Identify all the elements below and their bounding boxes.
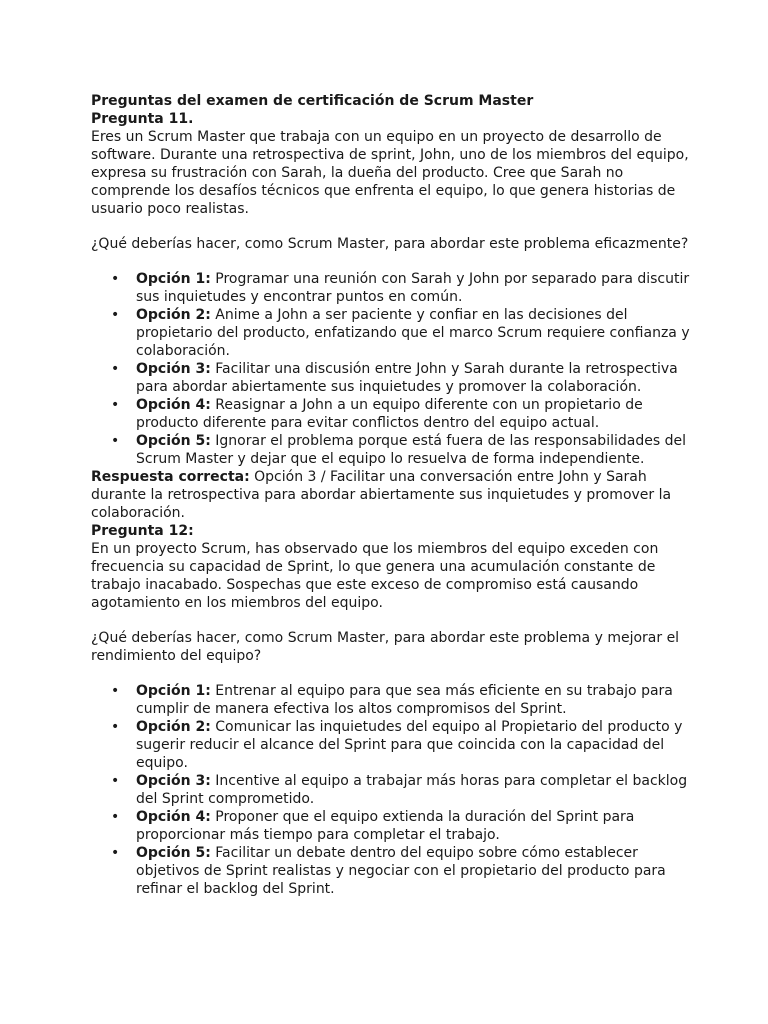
option-item — [91, 396, 691, 432]
options-list — [91, 682, 691, 898]
option-label: Opción 1: — [136, 271, 211, 287]
bullet-icon: • — [111, 361, 120, 377]
option-item — [91, 808, 691, 844]
option-item — [91, 432, 691, 468]
question-11 — [91, 110, 691, 522]
option-item — [91, 844, 691, 898]
question-heading: Pregunta 11. — [91, 111, 194, 127]
option-label: Opción 3: — [136, 361, 211, 377]
option-text: Proponer que el equipo extienda la duración del Sprint para proporcionar más tiempo para completar el trabajo. — [136, 809, 635, 843]
bullet-icon: • — [111, 719, 120, 735]
question-scenario: En un proyecto Scrum, has observado que los miembros del equipo exceden con frecuencia su capacidad de Sprint, lo que genera una acumulación constante de trabajo inacabado. Sospechas que este exceso de compromiso está causando agotamiento en los miembros del equipo. — [91, 541, 659, 611]
option-label: Opción 4: — [136, 809, 211, 825]
option-text: Entrenar al equipo para que sea más eficiente en su trabajo para cumplir de manera efectiva los altos compromisos del Sprint. — [136, 683, 673, 717]
bullet-icon: • — [111, 845, 120, 861]
option-label: Opción 2: — [136, 307, 211, 323]
option-label: Opción 5: — [136, 845, 211, 861]
option-item — [91, 718, 691, 772]
option-item — [91, 306, 691, 360]
bullet-icon: • — [111, 809, 120, 825]
option-label: Opción 3: — [136, 773, 211, 789]
question-12 — [91, 522, 691, 898]
bullet-icon: • — [111, 271, 120, 287]
option-text: Reasignar a John a un equipo diferente con un propietario de producto diferente para evitar conflictos dentro del equipo actual. — [136, 397, 643, 431]
option-label: Opción 5: — [136, 433, 211, 449]
option-label: Opción 4: — [136, 397, 211, 413]
question-heading: Pregunta 12: — [91, 523, 194, 539]
option-item — [91, 682, 691, 718]
bullet-icon: • — [111, 307, 120, 323]
options-list — [91, 270, 691, 468]
question-scenario: Eres un Scrum Master que trabaja con un equipo en un proyecto de desarrollo de software. Durante una retrospectiva de sprint, John, uno de los miembros del equipo, expresa su frustración con Sarah, la dueña del producto. Cree que Sarah no comprende los desafíos técnicos que enfrenta el equipo, lo que genera historias de usuario poco realistas. — [91, 129, 689, 217]
answer-text: Opción 3 / Facilitar una conversación entre John y Sarah durante la retrospectiva para abordar abiertamente sus inquietudes y promover la colaboración. — [91, 469, 672, 521]
option-label: Opción 2: — [136, 719, 211, 735]
option-label: Opción 1: — [136, 683, 211, 699]
bullet-icon: • — [111, 433, 120, 449]
correct-answer — [91, 468, 691, 522]
answer-label: Respuesta correcta: — [91, 469, 250, 485]
option-text: Facilitar una discusión entre John y Sarah durante la retrospectiva para abordar abiertamente sus inquietudes y promover la colaboración. — [136, 361, 678, 395]
document-page — [91, 92, 691, 898]
option-item — [91, 270, 691, 306]
option-text: Facilitar un debate dentro del equipo sobre cómo establecer objetivos de Sprint realistas y negociar con el propietario del producto para refinar el backlog del Sprint. — [136, 845, 666, 897]
bullet-icon: • — [111, 683, 120, 699]
option-text: Programar una reunión con Sarah y John por separado para discutir sus inquietudes y encontrar puntos en común. — [136, 271, 690, 305]
option-item — [91, 772, 691, 808]
bullet-icon: • — [111, 773, 120, 789]
option-item — [91, 360, 691, 396]
option-text: Incentive al equipo a trabajar más horas para completar el backlog del Sprint comprometido. — [136, 773, 688, 807]
option-text: Ignorar el problema porque está fuera de las responsabilidades del Scrum Master y dejar que el equipo lo resuelva de forma independiente. — [136, 433, 686, 467]
bullet-icon: • — [111, 397, 120, 413]
option-text: Comunicar las inquietudes del equipo al Propietario del producto y sugerir reducir el alcance del Sprint para que coincida con la capacidad del equipo. — [136, 719, 683, 771]
option-text: Anime a John a ser paciente y confiar en las decisiones del propietario del producto, enfatizando que el marco Scrum requiere confianza y colaboración. — [136, 307, 690, 359]
document-title: Preguntas del examen de certificación de Scrum Master — [91, 93, 534, 109]
question-prompt: ¿Qué deberías hacer, como Scrum Master, para abordar este problema eficazmente? — [91, 236, 689, 252]
question-prompt: ¿Qué deberías hacer, como Scrum Master, para abordar este problema y mejorar el rendimiento del equipo? — [91, 630, 680, 664]
